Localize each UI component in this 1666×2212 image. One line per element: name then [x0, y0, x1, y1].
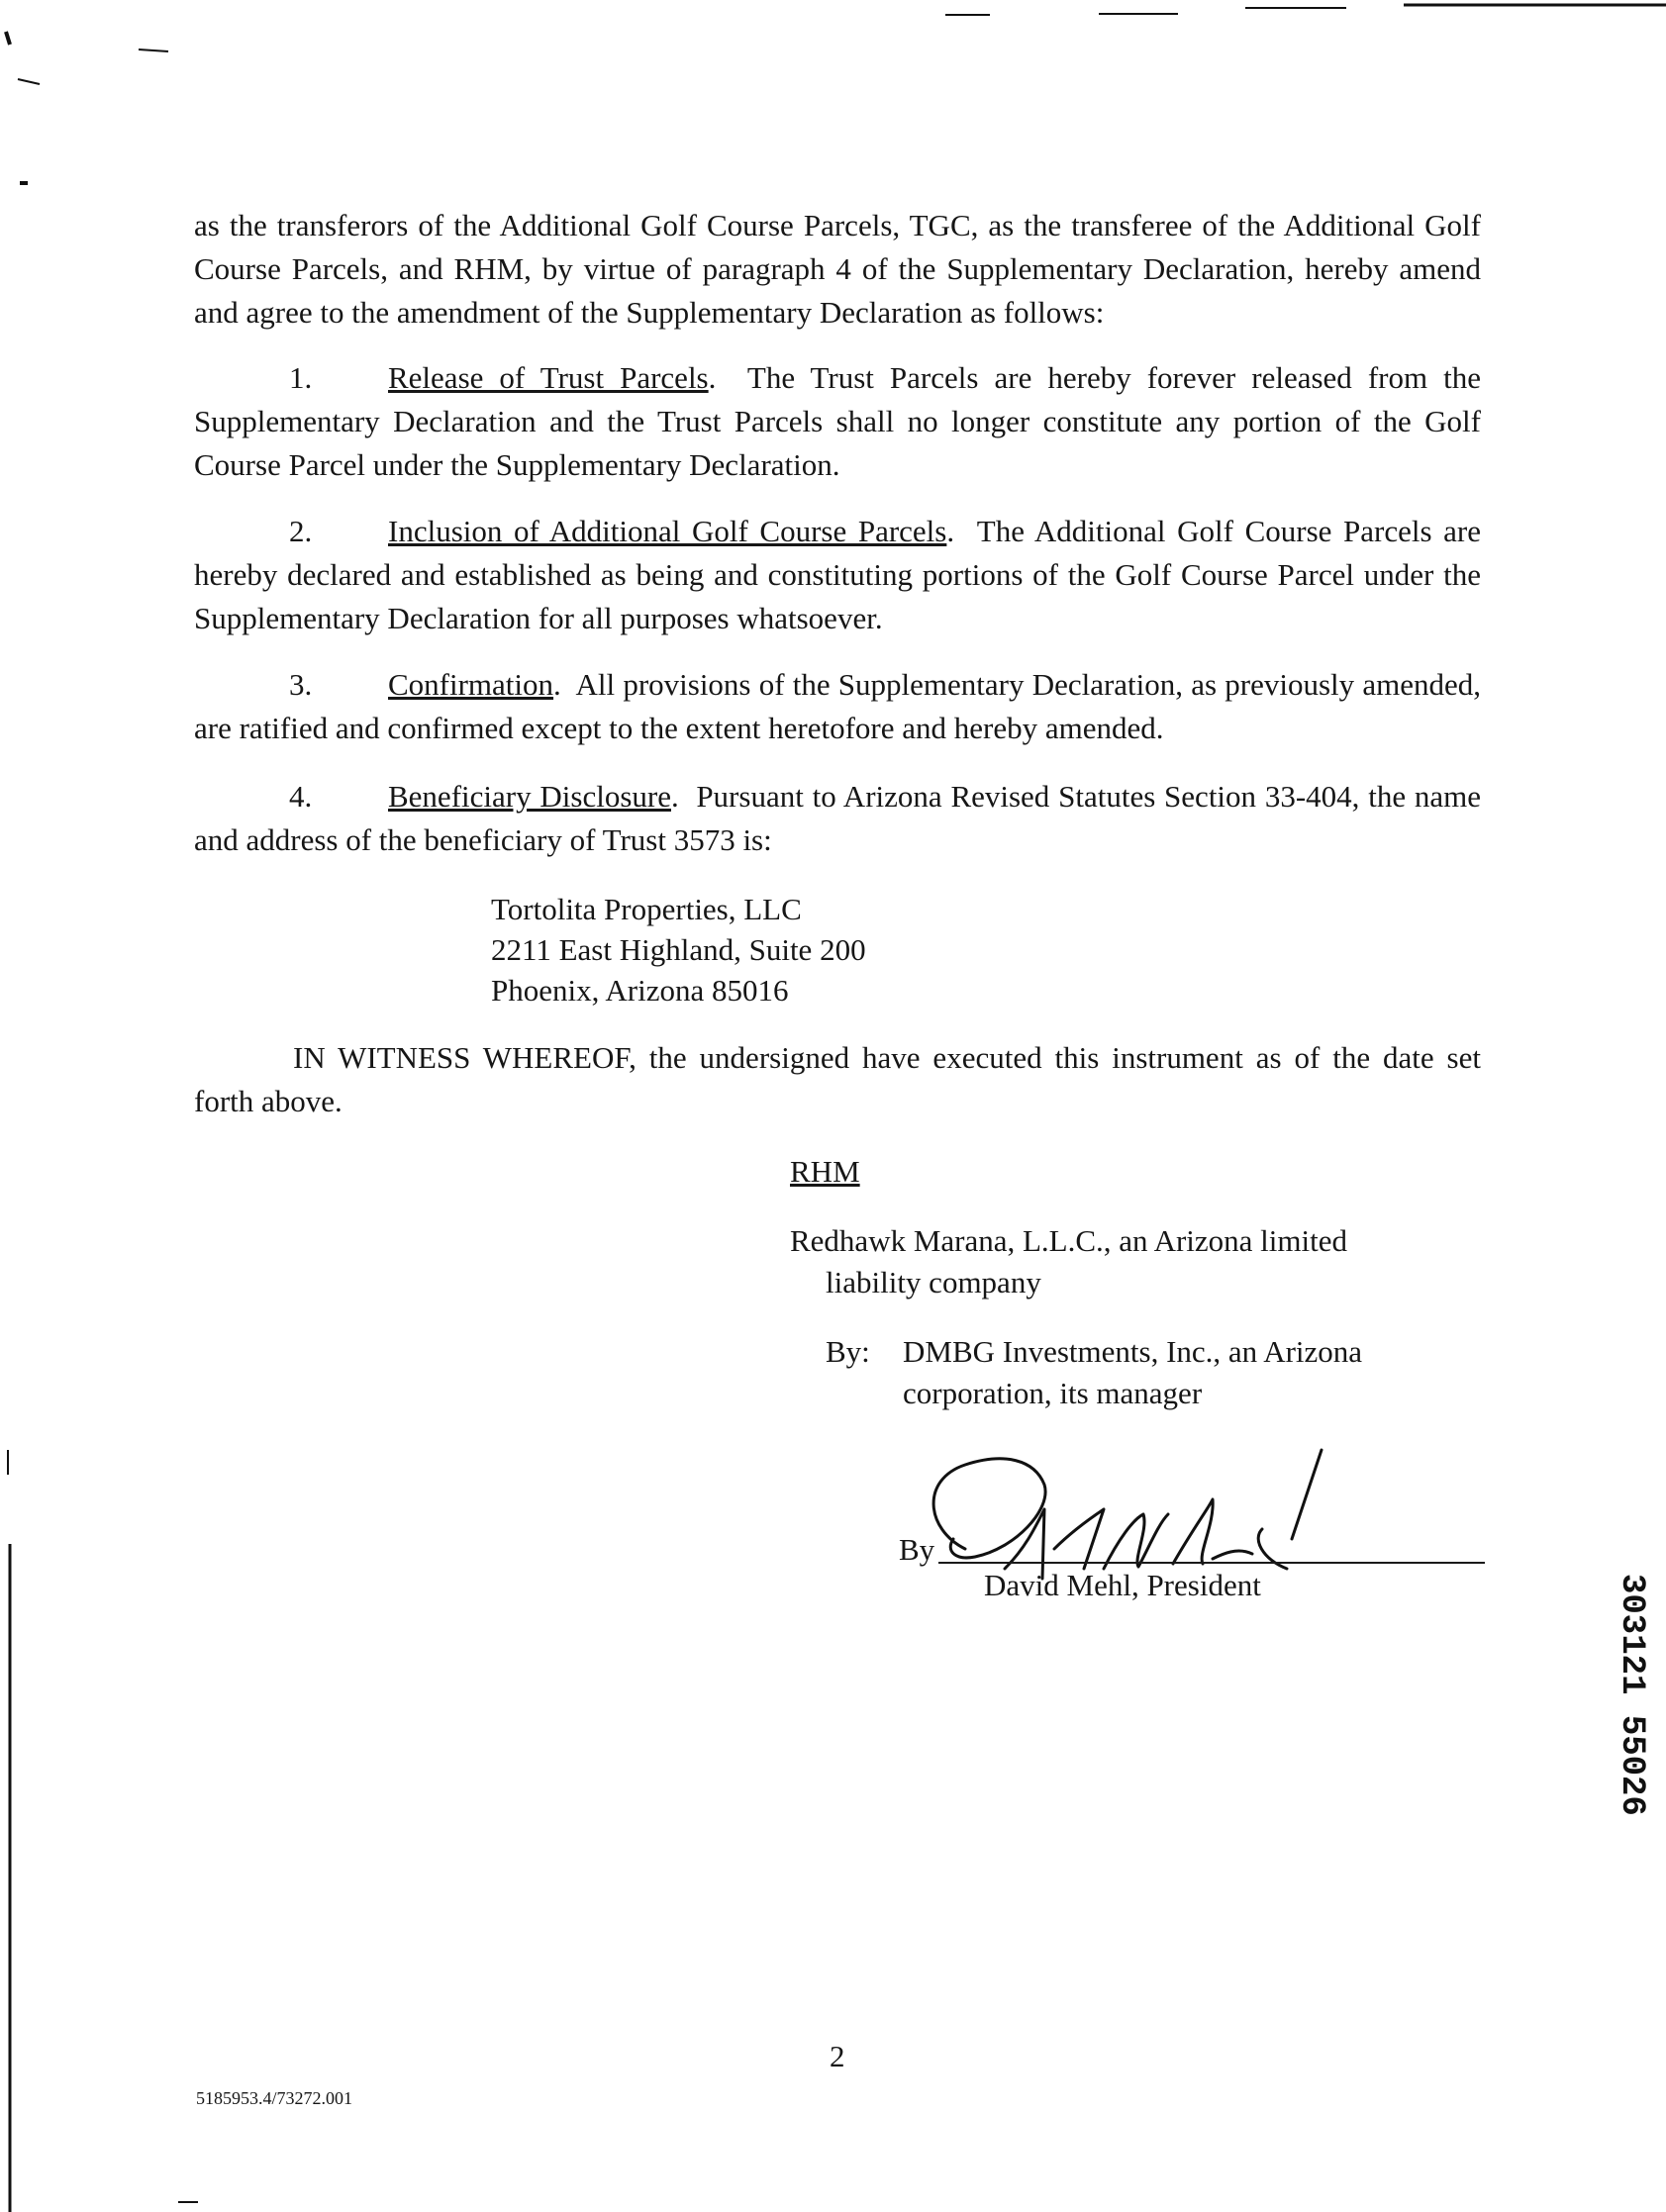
section-2-text: The Additional Golf Course Parcels are hereby declared and established as being and constituting portions of the Golf Course Parcel under the Supplementary Declaration for all purposes whatsoever. [194, 514, 1481, 635]
recording-stamp-text: 303121 55026 [1613, 1574, 1650, 1816]
section-4-number: 4. [289, 779, 313, 814]
section-4: 4. Beneficiary Disclosure. Pursuant to Arizona Revised Statutes Section 33-404, the name and address of the beneficiary of Trust 3573 is: [194, 775, 1481, 862]
recording-stamp [1604, 1574, 1650, 1910]
section-2-heading: Inclusion of Additional Golf Course Parcels [388, 514, 947, 548]
section-3-heading: Confirmation [388, 667, 554, 702]
section-1-text: The Trust Parcels are hereby forever released from the Supplementary Declaration and the Trust Parcels shall no longer constitute any portion of the Golf Course Parcel under the Supplementary Declaration. [194, 360, 1481, 482]
witness-text: IN WITNESS WHEREOF, the undersigned have executed this instrument as of the date set forth above. [194, 1040, 1481, 1118]
signature-by-label: By [899, 1532, 935, 1567]
entity-description [790, 1220, 1362, 1303]
manager-line-1: DMBG Investments, Inc., an Arizona [903, 1334, 1363, 1369]
section-1-number: 1. [289, 360, 313, 395]
manager-description [790, 1331, 1362, 1414]
document-id: 5185953.4/73272.001 [196, 2088, 353, 2108]
section-4-text: Pursuant to Arizona Revised Statutes Section 33-404, the name and address of the beneficiary of Trust 3573 is: [194, 779, 1482, 857]
address-line-2: 2211 East Highland, Suite 200 [491, 932, 866, 967]
intro-paragraph [194, 204, 1481, 335]
entity-line-2: liability company [826, 1265, 1041, 1299]
entity-line-1: Redhawk Marana, L.L.C., an Arizona limited [790, 1223, 1348, 1258]
address-line-1: Tortolita Properties, LLC [491, 892, 802, 926]
section-3-number: 3. [289, 667, 313, 702]
manager-line-2: corporation, its manager [903, 1376, 1203, 1410]
section-1: 1. Release of Trust Parcels. The Trust Parcels are hereby forever released from the Supplementary Declaration and the Trust Parcels shall no longer constitute any portion of the Golf Course Parcel under the Supplementary Declaration. [194, 356, 1481, 487]
section-1-heading: Release of Trust Parcels [388, 360, 709, 395]
signature-block [790, 1151, 1362, 1414]
handwritten-signature [896, 1440, 1490, 1588]
witness-clause [194, 1036, 1481, 1123]
section-3-text: All provisions of the Supplementary Declaration, as previously amended, are ratified and confirmed except to the extent heretofore and hereby amended. [194, 667, 1481, 745]
party-name: RHM [790, 1154, 860, 1189]
address-line-3: Phoenix, Arizona 85016 [491, 973, 789, 1008]
page-number: 2 [830, 2039, 845, 2073]
intro-text: as the transferors of the Additional Golf Course Parcels, TGC, as the transferee of the Additional Golf Course Parcels, and RHM, by virtue of paragraph 4 of the Supplementary Declaration, hereby amend and agree to the amendment of the Supplementary Declaration as follows: [194, 208, 1481, 330]
beneficiary-address [491, 889, 866, 1010]
signature-line [938, 1562, 1485, 1564]
section-2-number: 2. [289, 514, 313, 548]
by-label: By: [826, 1334, 870, 1369]
section-4-heading: Beneficiary Disclosure [388, 779, 671, 814]
signer-name: David Mehl, President [984, 1568, 1261, 1602]
section-2: 2. Inclusion of Additional Golf Course Parcels. The Additional Golf Course Parcels are hereby declared and established as being and constituting portions of the Golf Course Parcel under the Supplementary Declaration for all purposes whatsoever. [194, 510, 1481, 640]
section-3: 3. Confirmation. All provisions of the Supplementary Declaration, as previously amended, are ratified and confirmed except to the extent heretofore and hereby amended. [194, 663, 1481, 750]
